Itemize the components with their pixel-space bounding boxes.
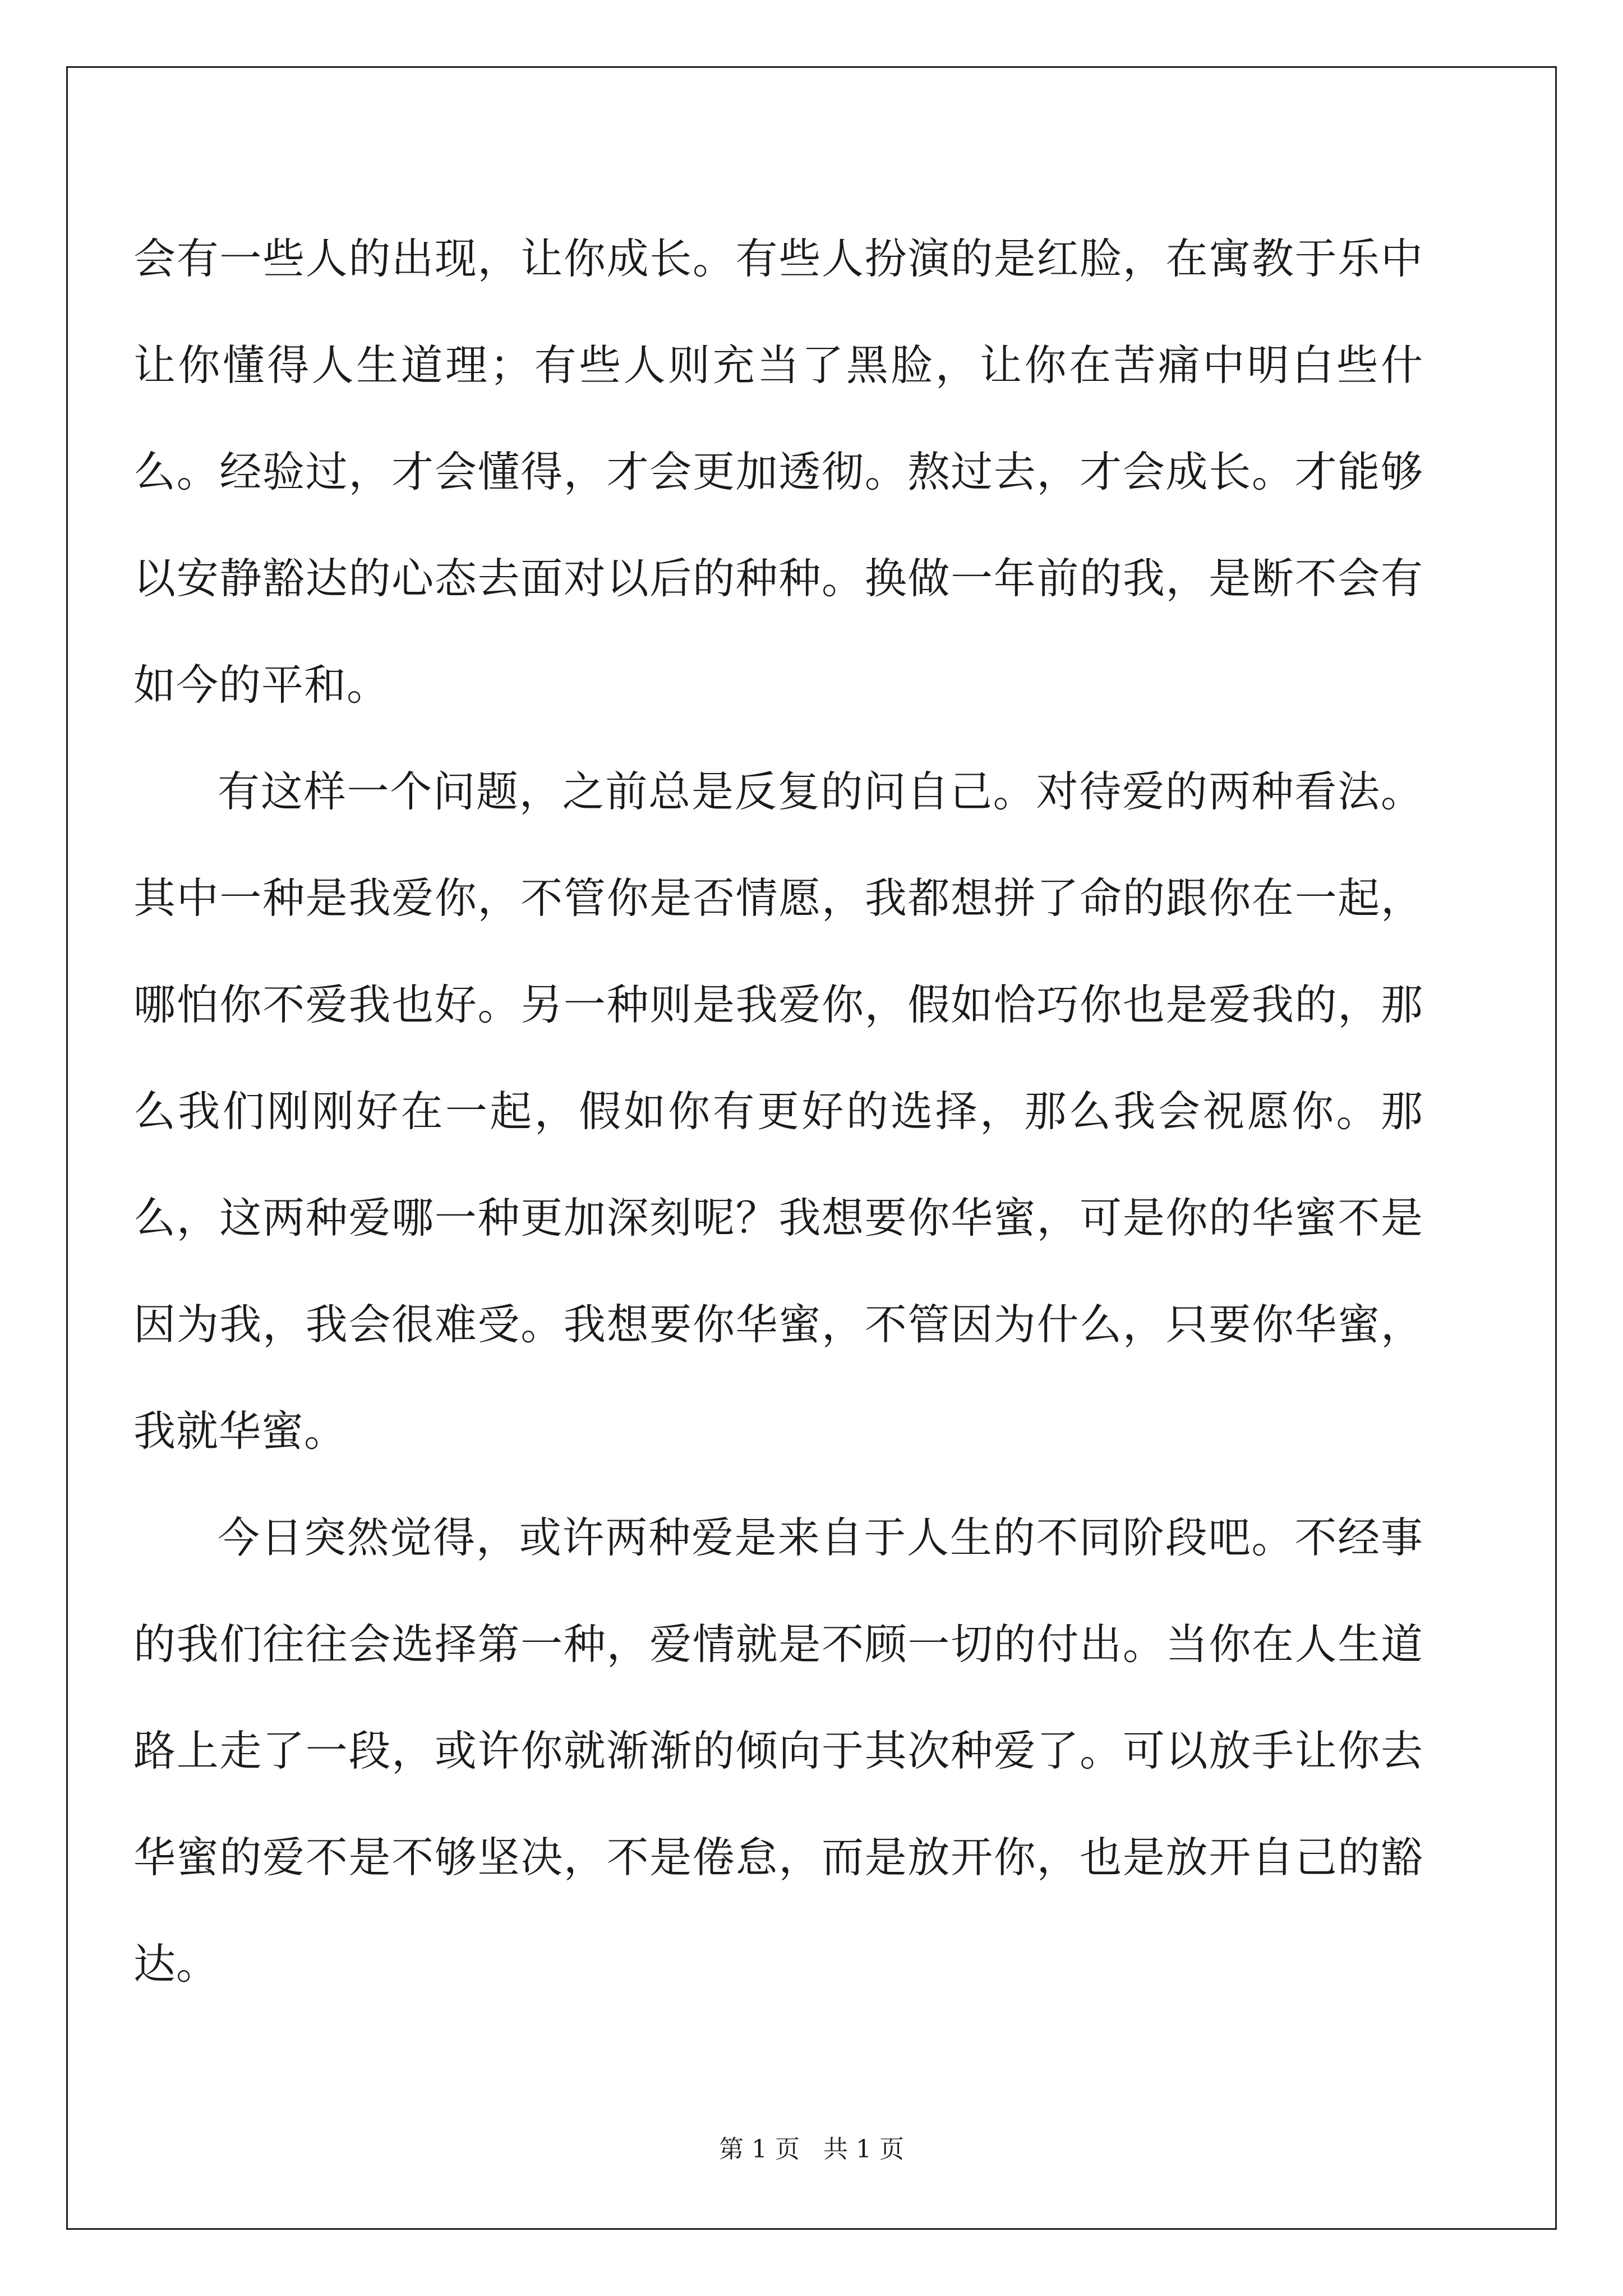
paragraph-3: 今日突然觉得，或许两种爱是来自于人生的不同阶段吧。不经事的我们往往会选择第一种，爱情就是不顾一切的付出。当你在人生道路上走了一段，或许你就渐渐的倾向于其次种爱了。可以放手让你去华蜜的爱不是不够坚决，不是倦怠，而是放开你，也是放开自己的豁达。 (133, 1513, 1423, 1989)
page-number: 第 1 页 (719, 2135, 800, 2164)
page-footer (0, 2129, 1623, 2165)
paragraph-1: 会有一些人的出现，让你成长。有些人扮演的是红脸，在寓教于乐中让你懂得人生道理；有些人则充当了黑脸，让你在苦痛中明白些什么。经验过，才会懂得，才会更加透彻。熬过去，才会成长。才能够以安静豁达的心态去面对以后的种种。换做一年前的我，是断不会有如今的平和。 (133, 234, 1423, 710)
paragraph-2: 有这样一个问题，之前总是反复的问自己。对待爱的两种看法。其中一种是我爱你，不管你是否情愿，我都想拼了命的跟你在一起，哪怕你不爱我也好。另一种则是我爱你，假如恰巧你也是爱我的，那么我们刚刚好在一起，假如你有更好的选择，那么我会祝愿你。那么，这两种爱哪一种更加深刻呢？我想要你华蜜，可是你的华蜜不是因为我，我会很难受。我想要你华蜜，不管因为什么，只要你华蜜，我就华蜜。 (133, 767, 1423, 1456)
page-total: 共 1 页 (823, 2135, 904, 2164)
document-body (133, 205, 1423, 2017)
